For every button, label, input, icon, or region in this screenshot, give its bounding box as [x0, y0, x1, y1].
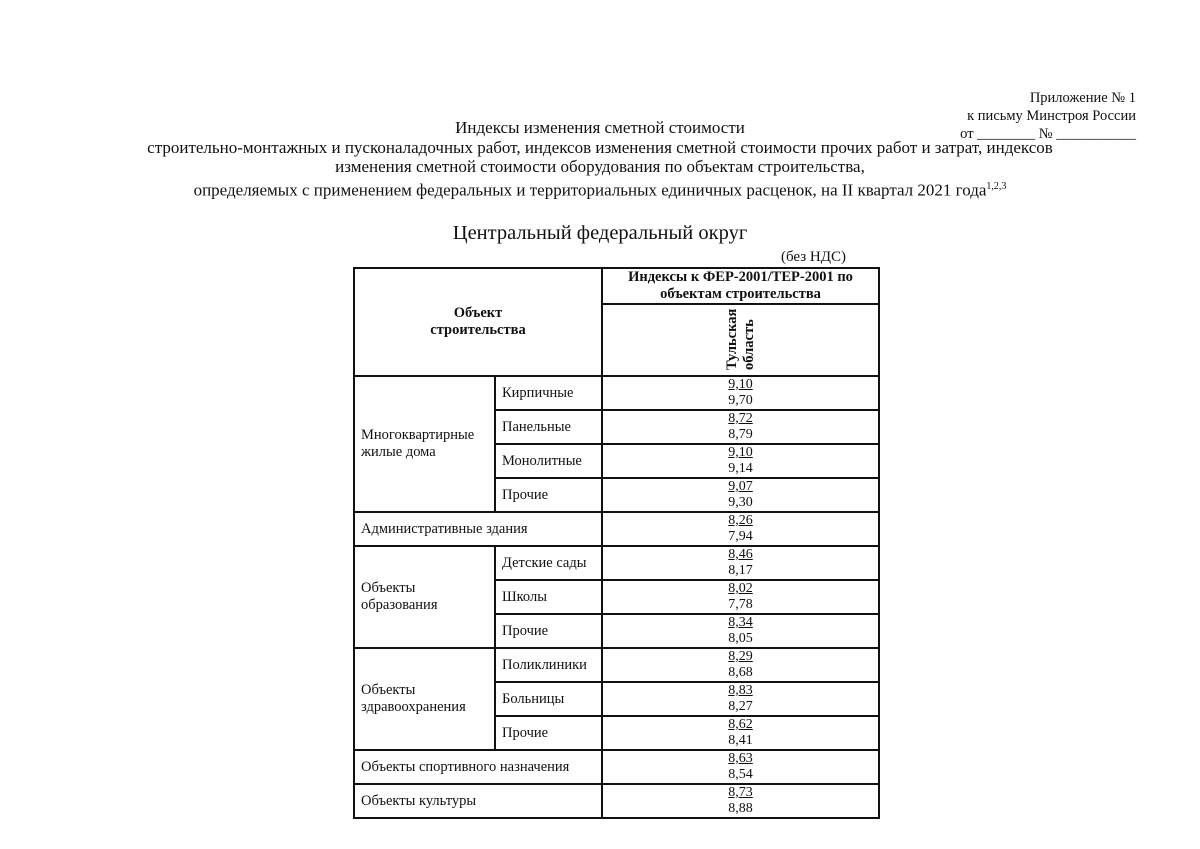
header-object: Объект строительства — [354, 268, 602, 376]
group-name: Объекты образования — [354, 546, 495, 648]
table-row — [354, 512, 879, 546]
table-row — [354, 546, 879, 580]
subgroup-name: Монолитные — [495, 444, 602, 478]
index-value — [602, 444, 879, 478]
index-smr: 8,72 — [728, 411, 753, 426]
subgroup-name: Прочие — [495, 614, 602, 648]
index-value — [602, 682, 879, 716]
subgroup-name: Школы — [495, 580, 602, 614]
title-line: определяемых с применением федеральных и территориальных единичных расценок, на II квартал 2021 года$^{1,2,3}$ — [193, 180, 1007, 200]
index-smr: 8,46 — [728, 547, 753, 562]
header-region: Тульская область — [602, 304, 879, 376]
index-equipment: 8,68 — [728, 665, 753, 680]
footnote-refs: 1,2,3 — [986, 180, 1007, 192]
header-indices: Индексы к ФЕР-2001/ТЕР-2001 по объектам строительства — [602, 268, 879, 304]
index-value — [602, 376, 879, 410]
index-smr: 9,10 — [728, 377, 753, 392]
index-equipment: 8,41 — [728, 733, 753, 748]
index-smr: 8,29 — [728, 649, 753, 664]
index-smr: 9,07 — [728, 479, 753, 494]
appendix-number: Приложение № 1 — [1029, 90, 1136, 106]
index-equipment: 9,30 — [728, 495, 753, 510]
title-line: строительно-монтажных и пусконаладочных работ, индексов изменения сметной стоимости прочих работ и затрат, индексов — [147, 137, 1053, 157]
group-name: Многоквартирные жилые дома — [354, 376, 495, 512]
subgroup-name: Прочие — [495, 716, 602, 750]
index-equipment: 8,79 — [728, 427, 753, 442]
index-smr: 8,02 — [728, 581, 753, 596]
group-name: Административные здания — [354, 512, 602, 546]
subgroup-name: Поликлиники — [495, 648, 602, 682]
subgroup-name: Кирпичные — [495, 376, 602, 410]
index-value — [602, 716, 879, 750]
index-equipment: 9,14 — [728, 461, 753, 476]
index-value — [602, 512, 879, 546]
index-value — [602, 614, 879, 648]
index-smr: 8,73 — [728, 785, 753, 800]
appendix-letter: к письму Минстроя России — [967, 108, 1136, 124]
title-line: изменения сметной стоимости оборудования по объектам строительства, — [335, 157, 865, 176]
title-line: Индексы изменения сметной стоимости — [455, 118, 745, 137]
vat-note: (без НДС) — [780, 249, 846, 265]
group-name: Объекты культуры — [354, 784, 602, 818]
index-equipment: 8,27 — [728, 699, 753, 714]
index-value — [602, 546, 879, 580]
index-equipment: 7,78 — [728, 597, 753, 612]
group-name: Объекты здравоохранения — [354, 648, 495, 750]
index-equipment: 8,05 — [728, 631, 753, 646]
index-equipment: 7,94 — [728, 529, 753, 544]
subgroup-name: Панельные — [495, 410, 602, 444]
subgroup-name: Детские сады — [495, 546, 602, 580]
table-row — [354, 648, 879, 682]
index-smr: 9,10 — [728, 445, 753, 460]
index-equipment: 8,88 — [728, 801, 753, 816]
table-row — [354, 750, 879, 784]
index-value — [602, 648, 879, 682]
index-smr: 8,62 — [728, 717, 753, 732]
index-smr: 8,83 — [728, 683, 753, 698]
appendix-date: от ________ № ___________ — [960, 126, 1136, 142]
indices-table — [353, 267, 880, 819]
subgroup-name: Прочие — [495, 478, 602, 512]
district-title: Центральный федеральный округ — [452, 222, 748, 244]
group-name: Объекты спортивного назначения — [354, 750, 602, 784]
index-value — [602, 784, 879, 818]
index-value — [602, 478, 879, 512]
index-equipment: 8,17 — [728, 563, 753, 578]
index-value — [602, 580, 879, 614]
table-row — [354, 784, 879, 818]
index-value — [602, 750, 879, 784]
index-equipment: 8,54 — [728, 767, 753, 782]
index-value — [602, 410, 879, 444]
table-row — [354, 376, 879, 410]
document-title — [0, 118, 1200, 200]
subgroup-name: Больницы — [495, 682, 602, 716]
index-smr: 8,34 — [728, 615, 753, 630]
index-equipment: 9,70 — [728, 393, 753, 408]
index-smr: 8,63 — [728, 751, 753, 766]
index-smr: 8,26 — [728, 513, 753, 528]
